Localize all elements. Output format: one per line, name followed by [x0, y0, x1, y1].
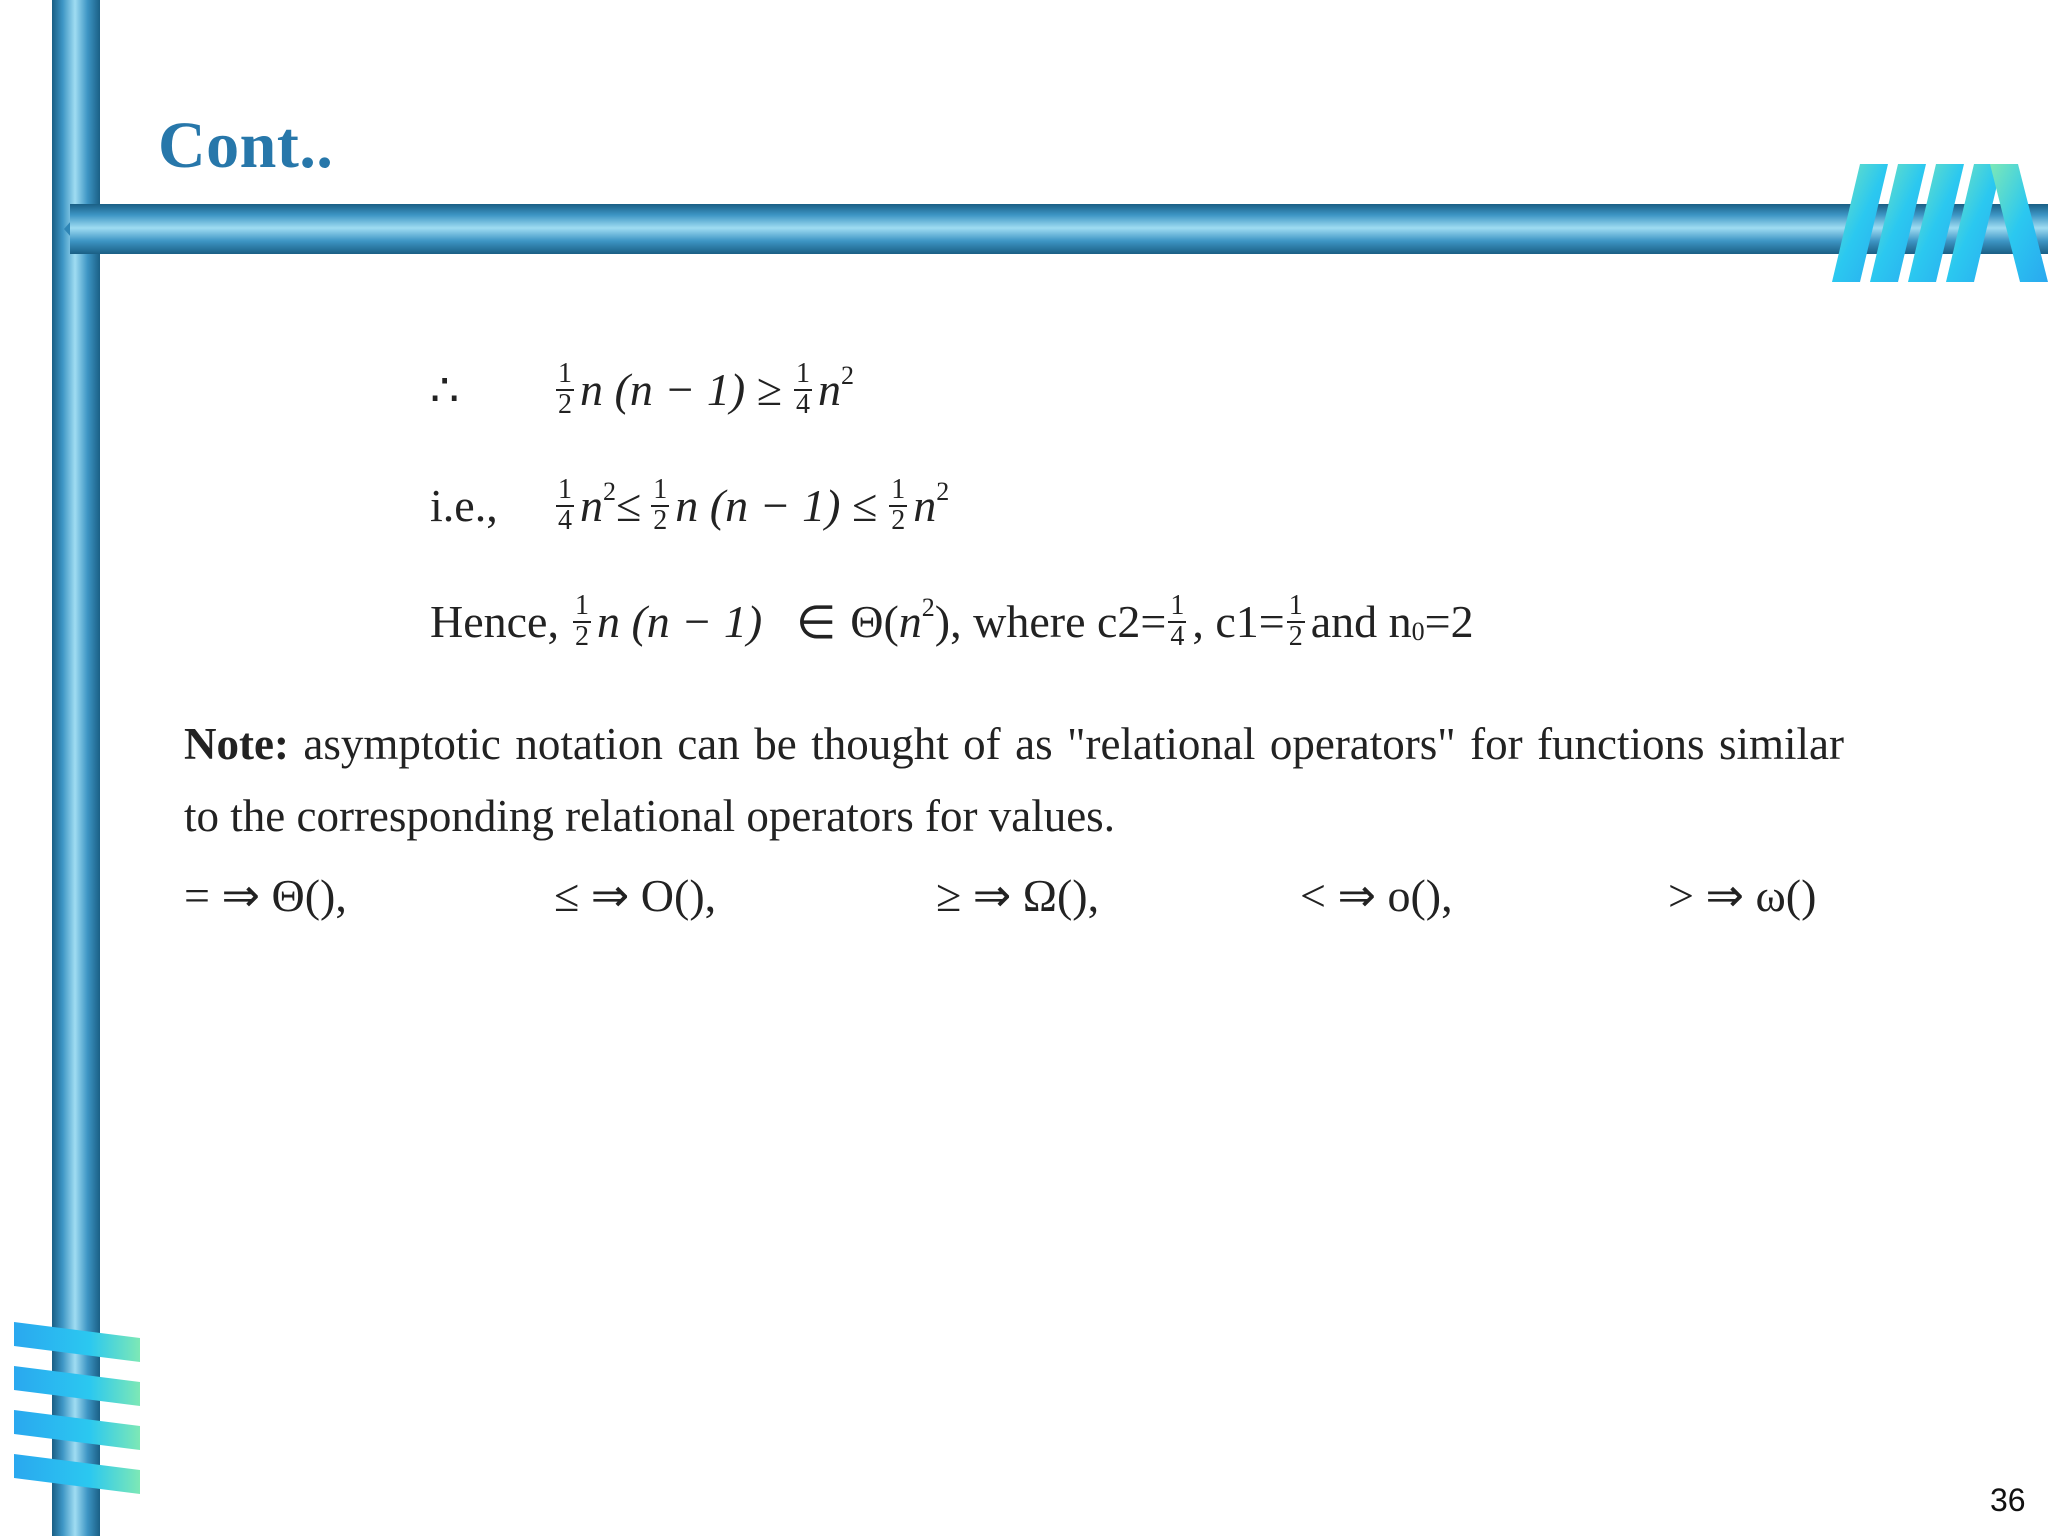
math-line-2	[430, 476, 949, 535]
relop-little-o: < ⇒ o(),	[1300, 870, 1453, 921]
exponent: 2	[936, 476, 950, 506]
logo-stripe	[14, 1322, 140, 1362]
relop-little-omega: > ⇒ ω()	[1668, 870, 1817, 921]
expression: n (n − 1) ≥	[580, 364, 782, 416]
relational-operators	[0, 868, 2048, 938]
exponent: 2	[603, 476, 616, 506]
expression: n	[817, 364, 841, 416]
note-text: asymptotic notation can be thought of as "relational operators" for functions similar to the corresponding relational operators for values.	[184, 719, 1844, 841]
exponent: 2	[921, 592, 935, 622]
frame-horizontal-bar	[70, 204, 2048, 254]
math-line-3	[430, 592, 1474, 651]
logo-stripe	[1990, 164, 2048, 282]
and-text: and n	[1310, 596, 1412, 648]
therefore-symbol: ∴	[430, 364, 460, 416]
logo-stripe	[14, 1410, 140, 1450]
page-number: 36	[1990, 1482, 2026, 1518]
element-of-symbol: ∈	[796, 596, 837, 648]
fraction: $\frac{1}{4}$	[558, 474, 572, 536]
relop-omega: ≥ ⇒ Ω(),	[936, 870, 1100, 921]
logo-stripe	[14, 1366, 140, 1406]
logo-stripe	[14, 1454, 140, 1494]
relop-big-o: ≤ ⇒ O(),	[554, 870, 717, 921]
expression: n	[580, 480, 603, 532]
expression: n (n − 1) ≤	[675, 480, 878, 532]
fraction: $\frac{1}{2}$	[653, 474, 668, 536]
note-label: Note:	[184, 719, 289, 769]
theta-notation: Θ(	[850, 596, 899, 648]
where-text: ), where c2=	[934, 596, 1167, 648]
expression: n (n − 1)	[596, 596, 763, 648]
fraction: $\frac{1}{2}$	[891, 474, 906, 536]
theta-argument: n	[898, 596, 922, 648]
fraction: $\frac{1}{2}$	[1288, 590, 1303, 652]
fraction: $\frac{1}{2}$	[574, 590, 589, 652]
math-line-1	[430, 360, 854, 419]
c1-text: , c1=	[1192, 596, 1285, 648]
n0-value: =2	[1424, 596, 1474, 648]
fraction: $\frac{1}{4}$	[1170, 590, 1185, 652]
hence-label: Hence,	[430, 596, 559, 648]
fraction: $\frac{1}{4}$	[795, 358, 810, 420]
note-paragraph	[184, 708, 1844, 852]
relop-theta: = ⇒ Θ(),	[184, 870, 347, 921]
bottom-left-logo	[14, 1318, 140, 1498]
exponent: 2	[840, 360, 854, 390]
ie-label: i.e.,	[430, 480, 498, 532]
math-derivation	[430, 360, 1530, 700]
subscript: 0	[1411, 616, 1425, 646]
top-right-logo	[1830, 162, 2048, 284]
fraction: $\frac{1}{2}$	[558, 358, 572, 420]
relation: ≤	[616, 480, 642, 532]
slide-title: Cont..	[158, 109, 334, 182]
expression: n	[913, 480, 937, 532]
